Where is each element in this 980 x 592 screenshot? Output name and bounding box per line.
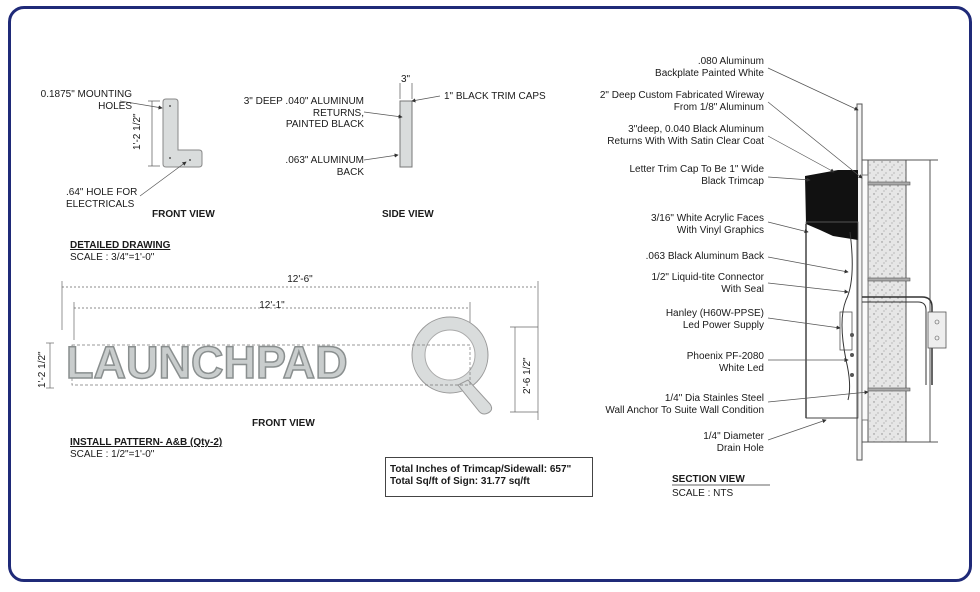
section-label-1: .080 Aluminum Backplate Painted White bbox=[655, 56, 764, 79]
section-label-8: Hanley (H60W-PPSE) Led Power Supply bbox=[665, 308, 764, 331]
small-height-dim: 1'-2 1/2" bbox=[132, 113, 143, 150]
side-trim-caps-label: 1" BLACK TRIM CAPS bbox=[444, 91, 546, 102]
totals-box bbox=[385, 457, 593, 497]
side-returns-label: 3" DEEP .040" ALUMINUM RETURNS, PAINTED BLACK bbox=[243, 96, 364, 130]
section-label-2: 2" Deep Custom Fabricated Wireway From 1/8" Aluminum bbox=[599, 90, 764, 113]
sign-letters: LAUNCHPAD bbox=[66, 337, 348, 388]
section-label-5: 3/16" White Acrylic Faces With Vinyl Graphics bbox=[650, 213, 764, 236]
hole-electricals-label: .64" HOLE FOR ELECTRICALS bbox=[66, 187, 138, 210]
section-view-title: SECTION VIEW bbox=[672, 474, 745, 485]
front-view-letter-l bbox=[163, 99, 202, 167]
inner-width-dim: 12'-1" bbox=[259, 300, 285, 311]
side-view-letter bbox=[364, 83, 440, 167]
total-trimcap: Total Inches of Trimcap/Sidewall: 657" bbox=[390, 464, 572, 475]
section-label-9: Phoenix PF-2080 White Led bbox=[686, 351, 764, 374]
overall-width-dim: 12'-6" bbox=[287, 274, 313, 285]
section-view-graphic bbox=[805, 104, 946, 460]
total-sqft: Total Sq/ft of Sign: 31.77 sq/ft bbox=[390, 476, 530, 487]
section-label-4: Letter Trim Cap To Be 1" Wide Black Trimcap bbox=[629, 164, 764, 187]
side-view-title: SIDE VIEW bbox=[382, 209, 434, 220]
section-label-6: .063 Black Aluminum Back bbox=[645, 251, 764, 262]
large-front-view-title: FRONT VIEW bbox=[252, 418, 315, 429]
detailed-drawing-title: DETAILED DRAWING bbox=[70, 240, 171, 251]
small-front-view-title: FRONT VIEW bbox=[152, 209, 215, 220]
section-label-3: 3"deep, 0.040 Black Aluminum Returns With With Satin Clear Coat bbox=[607, 124, 764, 147]
side-back-label: .063" ALUMINUM BACK bbox=[285, 155, 364, 178]
detailed-drawing-scale: SCALE : 3/4"=1'-0" bbox=[70, 252, 155, 263]
section-view-scale: SCALE : NTS bbox=[672, 488, 734, 499]
letters-height-dim: 1'-2 1/2" bbox=[37, 351, 48, 388]
magnifier-graphic bbox=[412, 317, 492, 414]
side-depth-dim: 3" bbox=[401, 74, 411, 85]
section-leader-lines bbox=[768, 68, 868, 440]
section-label-11: 1/4" Diameter Drain Hole bbox=[703, 431, 764, 454]
mounting-holes-label: 0.1875" MOUNTING HOLES bbox=[40, 89, 132, 112]
install-pattern-scale: SCALE : 1/2"=1'-0" bbox=[70, 449, 155, 460]
overall-height-dim: 2'-6 1/2" bbox=[522, 357, 533, 394]
section-label-10: 1/4" Dia Stainles Steel Wall Anchor To Suite Wall Condition bbox=[605, 393, 764, 416]
install-pattern-title: INSTALL PATTERN- A&B (Qty-2) bbox=[70, 437, 223, 448]
section-label-7: 1/2" Liquid-tite Connector With Seal bbox=[651, 272, 764, 295]
